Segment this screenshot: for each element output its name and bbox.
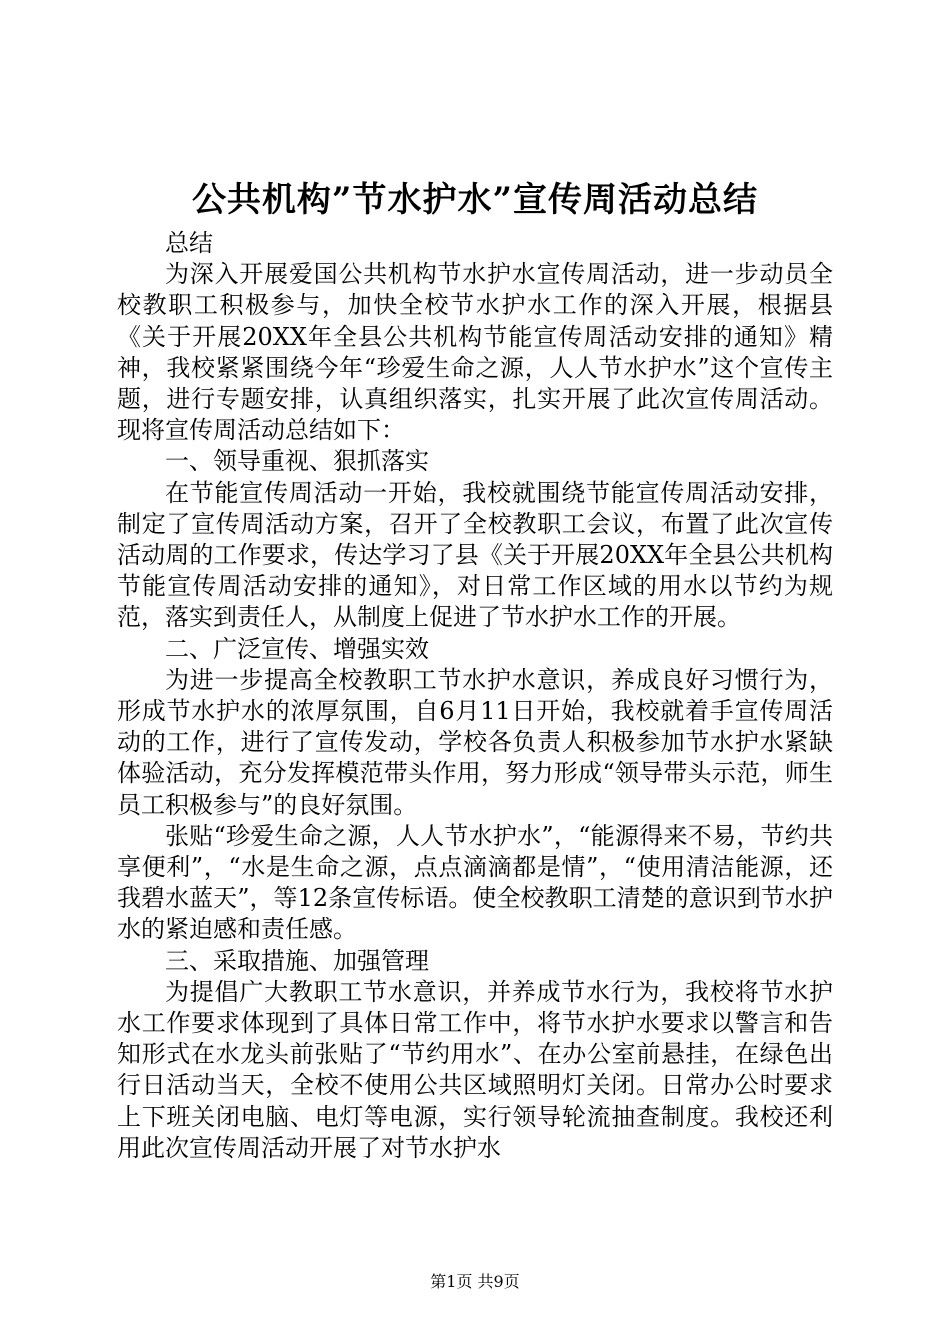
paragraph-section-3: 为提倡广大教职工节水意识，并养成节水行为，我校将节水护水工作要求体现到了具体日常工作中，将节水护水要求以警言和告知形式在水龙头前张贴了“节约用水”、在办公室前悬挂，在绿色出行日活动当天，全校不使用公共区域照明灯关闭。日常办公时要求上下班关闭电脑、电灯等电源，实行领导轮流抽查制度。我校还利用此次宣传周活动开展了对节水护水 (117, 977, 833, 1162)
document-body (117, 228, 833, 1164)
section-heading-2: 二、广泛宣传、增强实效 (165, 634, 429, 663)
section-heading-1: 一、领导重视、狠抓落实 (165, 447, 429, 476)
paragraph-section-1: 在节能宣传周活动一开始，我校就围绕节能宣传周活动安排，制定了宣传周活动方案，召开了全校教职工会议，布置了此次宣传活动周的工作要求，传达学习了县《关于开展20XX年全县公共机构节能宣传周活动安排的通知》，对日常工作区域的用水以节约为规范，落实到责任人，从制度上促进了节水护水工作的开展。 (117, 478, 833, 632)
page-number-footer: 第1页 共9页 (430, 1272, 520, 1291)
section-heading-3: 三、采取措施、加强管理 (165, 946, 429, 975)
document-title: 公共机构”节水护水”宣传周活动总结 (191, 180, 759, 220)
paragraph-section-2a: 为进一步提高全校教职工节水护水意识，养成良好习惯行为，形成节水护水的浓厚氛围，自6月11日开始，我校就着手宣传周活动的工作，进行了宣传发动，学校各负责人积极参加节水护水紧缺体验活动，充分发挥模范带头作用，努力形成“领导带头示范，师生员工积极参与”的良好氛围。 (117, 665, 833, 819)
paragraph-summary-label: 总结 (165, 229, 213, 257)
paragraph-intro: 为深入开展爱国公共机构节水护水宣传周活动，进一步动员全校教职工积极参与，加快全校节水护水工作的深入开展，根据县《关于开展20XX年全县公共机构节能宣传周活动安排的通知》精神，我校紧紧围绕今年“珍爱生命之源，人人节水护水”这个宣传主题，进行专题安排，认真组织落实，扎实开展了此次宣传周活动。现将宣传周活动总结如下： (117, 260, 833, 445)
paragraph-section-2b: 张贴“珍爱生命之源，人人节水护水”，“能源得来不易，节约共享便利”，“水是生命之源，点点滴滴都是情”，“使用清洁能源，还我碧水蓝天”，等12条宣传标语。使全校教职工清楚的意识到节水护水的紧迫感和责任感。 (117, 821, 833, 944)
